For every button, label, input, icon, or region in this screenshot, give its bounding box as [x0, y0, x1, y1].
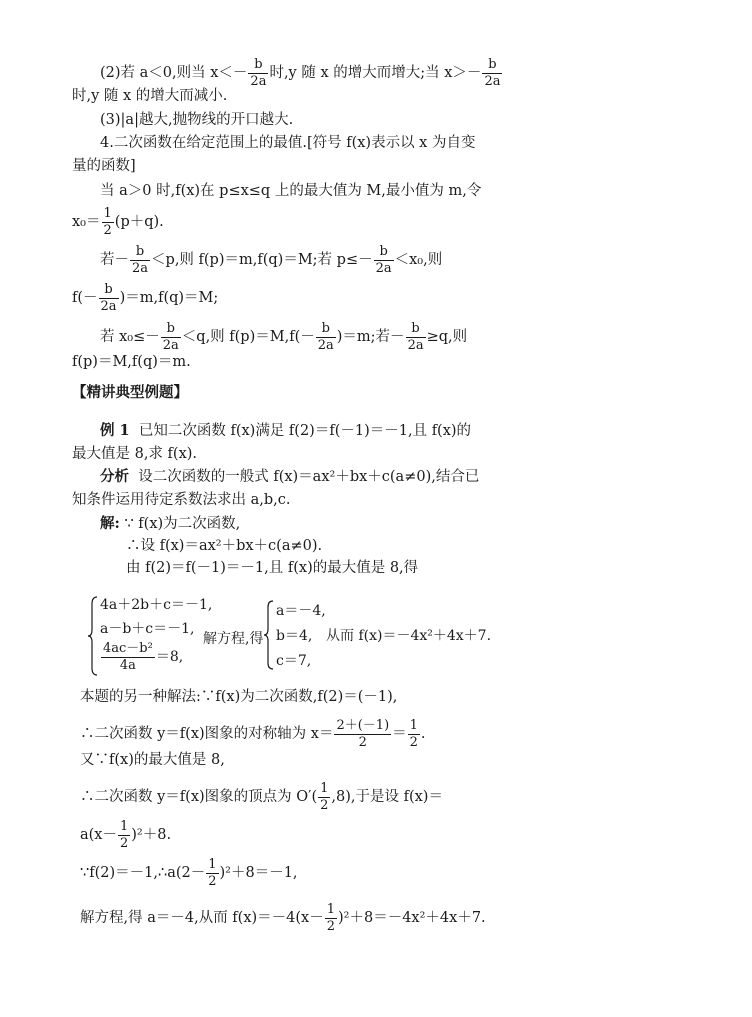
text-line-4: 4.二次函数在给定范围上的最值.[符号 f(x)表示以 x 为自变 [100, 135, 476, 151]
result-b: b＝4, [276, 628, 313, 644]
fraction [101, 642, 155, 672]
analysis-line-2: 知条件运用待定系数法求出 a,b,c. [72, 492, 291, 508]
text-segment: 解方程,得 a＝－4,从而 f(x)＝－4(x－ [80, 910, 324, 927]
fraction-denominator: 2 [409, 734, 418, 750]
fraction-numerator: 1 [320, 781, 329, 796]
left-brace-icon [88, 596, 98, 676]
fraction-numerator: 1 [208, 857, 217, 872]
text-line-6: 当 a＞0 时,f(x)在 p≤x≤q 上的最大值为 M,最小值为 m,令 [100, 183, 482, 199]
fraction [130, 245, 150, 275]
left-brace-icon [264, 600, 274, 670]
result-function: 从而 f(x)＝－4x²＋4x＋7. [326, 628, 492, 644]
fraction [99, 283, 119, 313]
fraction-numerator: b [379, 244, 388, 259]
text-segment: ＝ [392, 726, 407, 743]
solution-line-3: 由 f(2)＝f(－1)＝－1,且 f(x)的最大值是 8,得 [126, 560, 419, 576]
text-line-7 [72, 207, 164, 237]
alt-line-7 [80, 903, 486, 933]
text-line-11: f(p)＝M,f(q)＝m. [72, 354, 191, 370]
text-segment: )²＋8＝－4x²＋4x＋7. [338, 910, 486, 927]
text-line-2: 时,y 随 x 的增大而减小. [72, 88, 228, 104]
solution-label: 解: [100, 515, 120, 532]
text-segment: 设二次函数的一般式 f(x)＝ax²＋bx＋c(a≠0),结合已 [138, 469, 480, 485]
alt-line-5 [80, 820, 171, 850]
fraction-denominator: 2a [100, 298, 117, 314]
text-line-3: (3)|a|越大,抛物线的开口越大. [100, 112, 294, 128]
solution-line-1 [100, 514, 240, 534]
solve-text: 解方程,得 [203, 631, 264, 647]
fraction-denominator: 2a [407, 337, 424, 353]
text-line-9 [72, 283, 218, 313]
fraction-denominator: 2 [326, 918, 336, 934]
fraction-denominator: 2a [250, 73, 267, 89]
fraction [206, 858, 218, 888]
text-segment: ∴二次函数 y＝f(x)图象的顶点为 O′( [80, 789, 318, 806]
fraction [318, 782, 330, 812]
text-segment: 若－ [100, 252, 129, 269]
fraction-numerator: 2＋(－1) [336, 718, 390, 733]
text-line-1 [100, 58, 503, 88]
text-segment: x₀＝ [72, 214, 101, 231]
fraction-numerator: b [411, 321, 420, 336]
alt-line-1: 本题的另一种解法:∵f(x)为二次函数,f(2)＝(－1), [80, 689, 398, 705]
fraction [406, 322, 426, 352]
alt-line-2 [80, 719, 426, 749]
text-segment: a(x－ [80, 827, 117, 844]
fraction-numerator: b [254, 57, 263, 72]
text-segment: )²＋8＝－1, [219, 865, 298, 882]
fraction-denominator: 2 [320, 797, 329, 813]
fraction-numerator: 1 [326, 902, 336, 917]
fraction [102, 207, 114, 237]
fraction-denominator: 2a [162, 337, 179, 353]
fraction-denominator: 2a [132, 260, 149, 276]
fraction-denominator: 2 [119, 835, 129, 851]
text-segment: 若 x₀≤－ [100, 329, 160, 346]
text-segment: ＜q,则 f(p)＝M,f(－ [181, 329, 315, 346]
text-segment: )²＋8. [131, 827, 172, 844]
analysis-line-1 [100, 467, 479, 487]
fraction-denominator: 2 [208, 873, 217, 889]
result-a: a＝－4, [276, 603, 326, 619]
equation-system [88, 590, 688, 680]
text-segment: ＝8, [155, 649, 184, 666]
fraction [161, 322, 181, 352]
system-equation-3 [100, 642, 183, 672]
example-label: 例 1 [100, 422, 130, 439]
fraction-denominator: 4a [101, 657, 155, 673]
text-segment: ∵f(2)＝－1,∴a(2－ [80, 865, 206, 882]
fraction-numerator: b [488, 57, 497, 72]
fraction-numerator: b [104, 282, 113, 297]
text-segment: f(－ [72, 290, 98, 307]
example-line-2: 最大值是 8,求 f(x). [72, 446, 198, 462]
fraction-numerator: b [321, 321, 330, 336]
fraction-denominator: 2a [317, 337, 334, 353]
alt-line-3: 又∵f(x)的最大值是 8, [80, 752, 225, 768]
text-segment: ∵ f(x)为二次函数, [124, 516, 241, 532]
text-segment: ,8),于是设 f(x)＝ [331, 789, 443, 806]
system-equation-1: 4a＋2b＋c＝－1, [100, 597, 213, 613]
analysis-label: 分析 [100, 468, 129, 485]
alt-line-4 [80, 782, 443, 812]
alt-line-6 [80, 858, 298, 888]
fraction [325, 903, 337, 933]
system-equation-2: a－b＋c＝－1, [100, 621, 195, 637]
text-segment: 已知二次函数 f(x)满足 f(2)＝f(－1)＝－1,且 f(x)的 [138, 423, 472, 439]
text-line-8 [100, 245, 442, 275]
section-heading: 【精讲典型例题】 [72, 384, 188, 401]
fraction-numerator: 1 [409, 718, 418, 733]
fraction [408, 719, 420, 749]
fraction-denominator: 2 [103, 222, 112, 238]
text-segment: ∴二次函数 y＝f(x)图象的对称轴为 x＝ [80, 726, 334, 743]
fraction-denominator: 2a [375, 260, 392, 276]
text-segment: (p＋q). [114, 214, 164, 231]
fraction [334, 719, 391, 749]
fraction [118, 820, 130, 850]
fraction-numerator: b [166, 321, 175, 336]
fraction [316, 322, 336, 352]
fraction-denominator: 2 [334, 734, 391, 750]
solution-line-2: ∴设 f(x)＝ax²＋bx＋c(a≠0). [126, 538, 323, 554]
fraction [482, 58, 502, 88]
text-segment: (2)若 a＜0,则当 x＜－ [100, 65, 248, 82]
text-segment: )＝m,f(q)＝M; [119, 290, 219, 307]
example-line-1 [100, 421, 471, 441]
text-segment: )＝m;若－ [336, 329, 405, 346]
text-line-5: 量的函数] [72, 158, 136, 174]
fraction-numerator: 1 [119, 819, 129, 834]
fraction [248, 58, 268, 88]
text-segment: ＜x₀,则 [394, 252, 443, 269]
text-segment: . [420, 726, 426, 743]
fraction-numerator: b [135, 244, 145, 259]
text-line-10 [100, 322, 467, 352]
text-segment: ≥q,则 [426, 329, 468, 346]
fraction [374, 245, 394, 275]
fraction-denominator: 2a [484, 73, 501, 89]
text-segment: ＜p,则 f(p)＝m,f(q)＝M;若 p≤－ [151, 252, 373, 269]
fraction-numerator: 4ac－b² [103, 641, 153, 656]
fraction-numerator: 1 [103, 206, 112, 221]
text-segment: 时,y 随 x 的增大而增大;当 x＞－ [269, 65, 482, 82]
result-c: c＝7, [276, 653, 312, 669]
